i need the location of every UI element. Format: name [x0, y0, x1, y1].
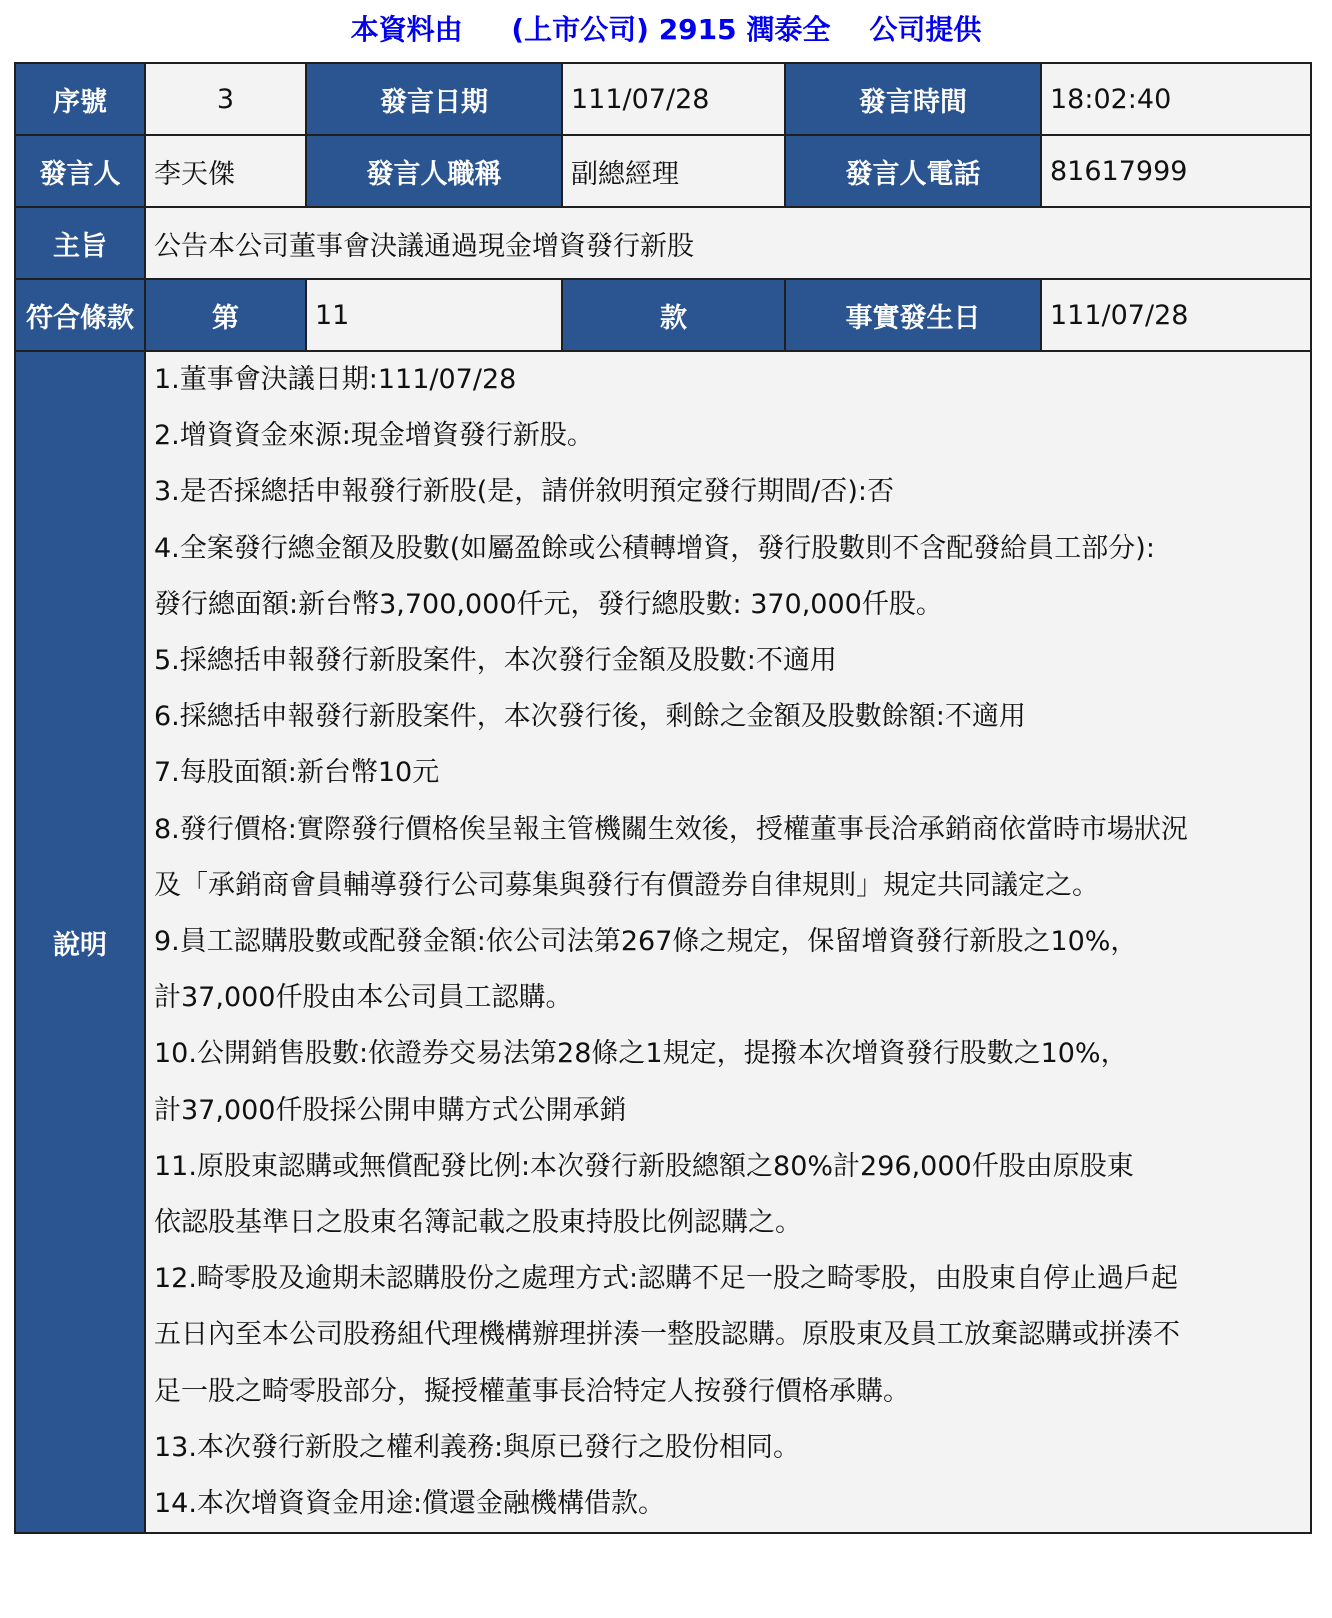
description-line: 3.是否採總括申報發行新股(是，請併敘明預定發行期間/否):否: [154, 476, 895, 508]
description-line: 1.董事會決議日期:111/07/28: [154, 364, 517, 395]
subject-label: 主旨: [15, 207, 145, 279]
description-line: 計37,000仟股採公開申購方式公開承銷: [154, 1094, 627, 1126]
clause-suffix: 款: [562, 279, 785, 351]
page-title: 本資料由 (上市公司) 2915 潤泰全 公司提供: [350, 13, 982, 46]
description-line: 計37,000仟股由本公司員工認購。: [154, 982, 573, 1014]
description-content: [145, 351, 1311, 1533]
description-line: 13.本次發行新股之權利義務:與原已發行之股份相同。: [154, 1431, 801, 1463]
description-line: 及「承銷商會員輔導發行公司募集與發行有價證券自律規則」規定共同議定之。: [154, 869, 1099, 901]
speaker-title-label: 發言人職稱: [306, 135, 562, 207]
clause-label: 符合條款: [15, 279, 145, 351]
description-line: 依認股基準日之股東名簿記載之股東持股比例認購之。: [154, 1207, 802, 1239]
row-speaker: [15, 135, 1311, 207]
description-label: 說明: [15, 351, 145, 1533]
description-line: 14.本次增資資金用途:償還金融機構借款。: [154, 1488, 666, 1520]
row-clause: [15, 279, 1311, 351]
description-line: 五日內至本公司股務組代理機構辦理拼湊一整股認購。原股東及員工放棄認購或拼湊不: [154, 1319, 1180, 1351]
date-label: 發言日期: [306, 63, 562, 135]
description-line: 4.全案發行總金額及股數(如屬盈餘或公積轉增資，發行股數則不含配發給員工部分):: [154, 532, 1155, 564]
speaker-value: 李天傑: [145, 135, 306, 207]
description-line: 發行總面額:新台幣3,700,000仟元，發行總股數: 370,000仟股。: [154, 588, 943, 620]
description-line: 7.每股面額:新台幣10元: [154, 757, 440, 789]
speaker-title-value: 副總經理: [562, 135, 785, 207]
row-basic-info: [15, 63, 1311, 135]
description-line: 8.發行價格:實際發行價格俟呈報主管機關生效後，授權董事長洽承銷商依當時市場狀況: [154, 813, 1188, 845]
announcement-table: [14, 62, 1312, 1534]
subject-value: 公告本公司董事會決議通過現金增資發行新股: [145, 207, 1311, 279]
time-value: 18:02:40: [1041, 63, 1311, 135]
description-line: 9.員工認購股數或配發金額:依公司法第267條之規定，保留增資發行新股之10%，: [154, 926, 1138, 958]
row-subject: [15, 207, 1311, 279]
description-line: 2.增資資金來源:現金增資發行新股。: [154, 420, 594, 452]
description-line: 6.採總括申報發行新股案件，本次發行後，剩餘之金額及股數餘額:不適用: [154, 701, 1026, 733]
seq-label: 序號: [15, 63, 145, 135]
row-description: [15, 351, 1311, 1533]
event-date-label: 事實發生日: [785, 279, 1041, 351]
description-line: 12.畸零股及逾期未認購股份之處理方式:認購不足一股之畸零股，由股東自停止過戶起: [154, 1263, 1179, 1295]
clause-number: 11: [306, 279, 562, 351]
description-line: 11.原股東認購或無償配發比例:本次發行新股總額之80%計296,000仟股由原股東: [154, 1150, 1134, 1182]
event-date-value: 111/07/28: [1041, 279, 1311, 351]
seq-value: 3: [145, 63, 306, 135]
description-line: 10.公開銷售股數:依證券交易法第28條之1規定，提撥本次增資發行股數之10%，: [154, 1038, 1128, 1070]
phone-value: 81617999: [1041, 135, 1311, 207]
clause-prefix: 第: [145, 279, 306, 351]
time-label: 發言時間: [785, 63, 1041, 135]
date-value: 111/07/28: [562, 63, 785, 135]
description-line: 足一股之畸零股部分，擬授權董事長洽特定人按發行價格承購。: [154, 1375, 910, 1407]
description-line: 5.採總括申報發行新股案件，本次發行金額及股數:不適用: [154, 645, 837, 677]
speaker-label: 發言人: [15, 135, 145, 207]
phone-label: 發言人電話: [785, 135, 1041, 207]
